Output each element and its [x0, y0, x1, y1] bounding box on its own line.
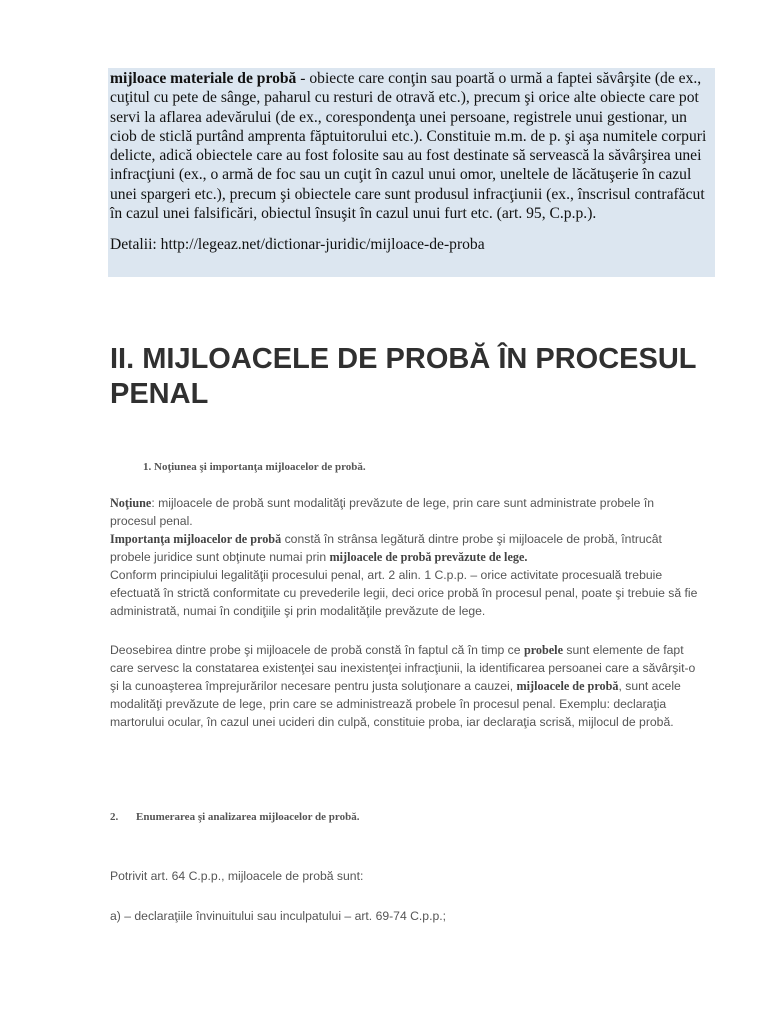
enumeration-item-a: a) – declaraţiile învinuitului sau inculpatului – art. 69-74 C.p.p.; [110, 909, 447, 923]
definition-box [108, 68, 715, 277]
difference-text-1: Deosebirea dintre probe şi mijloacele de probă constă în faptul că în timp ce [110, 643, 524, 657]
difference-text-2: sunt elemente de fapt care servesc la constatarea existenţei sau inexistenţei infracţiunii, la identificarea persoanei care a săvârşit-o şi la cunoaşterea împrejurărilor necesare pentru justa soluţionare a cauzei, [110, 643, 696, 693]
difference-text-3: , sunt acele modalităţi prevăzute de lege, prin care se administrează probele în procesul penal. Exemplu: declaraţia martorului ocular, în cazul unei ucideri din culpă, constituie proba, iar declaraţia scrisă, mijlocul de probă. [110, 679, 681, 729]
legality-text: Conform principiului legalităţii procesului penal, art. 2 alin. 1 C.p.p. – orice activitate procesuală trebuie efectuată în strictă conformitate cu prevederile legii, deci orice probă în procesul penal, poate şi trebuie să fie administrată, numai în condiţiile şi prin modalităţile prevăzute de lege. [110, 568, 698, 618]
difference-paragraph [110, 641, 700, 731]
section-title: II. MIJLOACELE DE PROBĂ ÎN PROCESUL PENAL [110, 343, 696, 410]
definition-term: mijloace materiale de probă [110, 70, 297, 87]
subsection-heading-2 [110, 811, 359, 823]
difference-bold-2: mijloacele de probă [516, 679, 619, 693]
difference-bold-1: probele [523, 643, 563, 657]
subsection-title: Enumerarea şi analizarea mijloacelor de probă. [136, 811, 360, 823]
enumeration-intro: Potrivit art. 64 C.p.p., mijloacele de probă sunt: [110, 869, 364, 883]
definition-text: - obiecte care conţin sau poartă o urmă a faptei săvârşite (de ex., cuţitul cu pete de sânge, paharul cu resturi de otravă etc.), precum şi orice alte obiecte care pot servi la aflarea adevărului (de ex., corespondenţa unei persoane, registrele unui gestionar, un ciob de sticlă purtând amprenta făptuitorului etc.). Constituie m.m. de p. şi aşa numitele corpuri delicte, adică obiectele care au fost folosite sau au fost destinate să servească la săvârşirea unei infracţiuni (ex., o armă de foc sau un cuţit în cazul unui omor, uneltele de lăcătuşerie în cazul unei spargeri etc.), precum şi obiectele care sunt produsul infracţiunii (ex., înscrisul contrafăcut în cazul unei falsificări, obiectul însuşit în cazul unui furt etc. (art. 95, C.p.p.). [110, 70, 707, 223]
notion-label: Noţiune [110, 496, 152, 510]
notion-text: : mijloacele de probă sunt modalităţi prevăzute de lege, prin care sunt administrate probele în procesul penal. [110, 496, 654, 528]
subsection-heading-1: 1. Noţiunea şi importanţa mijloacelor de probă. [143, 461, 366, 473]
importance-text: constă în strânsa legătură dintre probe şi mijloacele de probă, întrucât probele juridice sunt obţinute numai prin [110, 532, 662, 564]
details-link[interactable]: Detalii: http://legeaz.net/dictionar-juridic/mijloace-de-proba [110, 236, 485, 254]
importance-bold: mijloacele de probă prevăzute de lege. [329, 550, 528, 564]
subsection-number: 2. [110, 811, 119, 823]
importance-label: Importanţa mijloacelor de probă [110, 532, 282, 546]
definition-paragraph [110, 69, 713, 223]
notion-paragraph [110, 494, 700, 620]
